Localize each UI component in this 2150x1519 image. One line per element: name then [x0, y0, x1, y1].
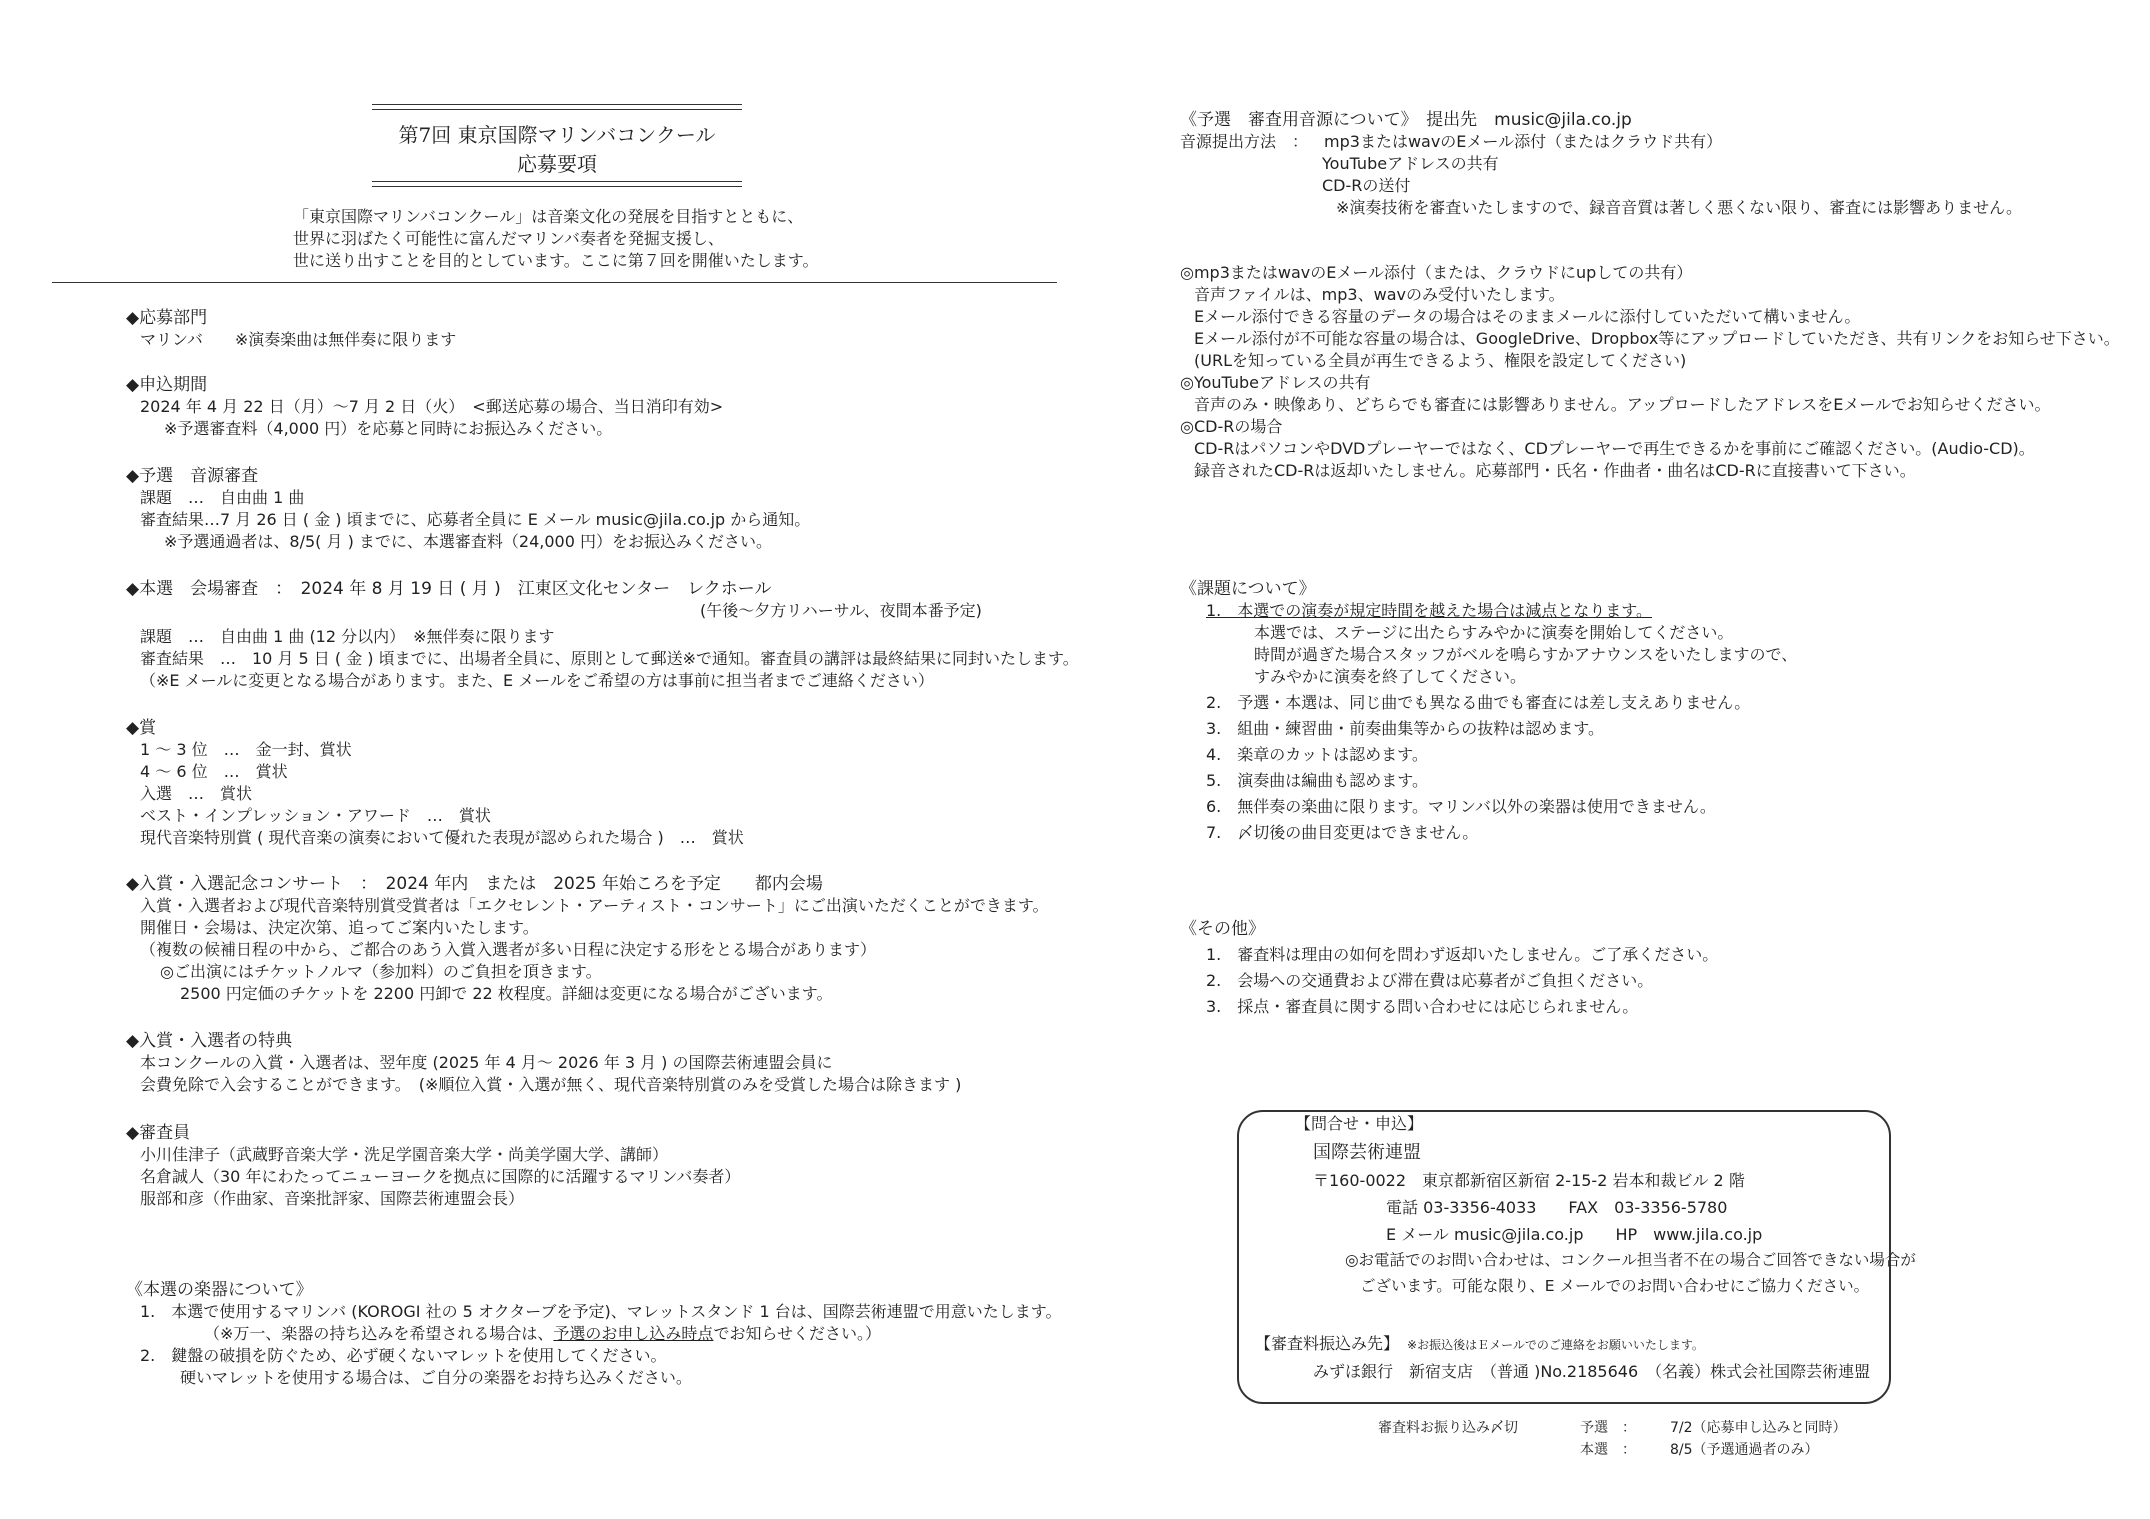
- bank-account: みずほ銀行 新宿支店 （普通 )No.2185646 （名義）株式会社国際芸術連盟: [1313, 1362, 1871, 1381]
- text-line: 審査結果 … 10 月 5 日 ( 金 ) 頃までに、出場者全員に、原則として郵送※で通知。審査員の講評は最終結果に同封いたします。: [140, 649, 1079, 668]
- task-item: [1180, 600, 1797, 622]
- text-line: （複数の候補日程の中から、ご都合のあう入賞入選者が多い日程に決定する形をとる場合があります）: [140, 940, 877, 959]
- section-heading: 《その他》: [1180, 919, 1265, 939]
- section-heading: ◎CD-Rの場合: [1180, 417, 1283, 436]
- section-heading: ◆予選 音源審査: [126, 466, 259, 486]
- deadline-final-label: 本選 ：: [1580, 1442, 1636, 1458]
- section-final: [126, 578, 1079, 692]
- task-item: 3. 組曲・練習曲・前奏曲集等からの抜粋は認めます。: [1206, 719, 1604, 738]
- deadline-final-value: 8/5（予選通過者のみ）: [1670, 1442, 1819, 1458]
- text-line: ※予選通過者は、8/5( 月 ) までに、本選審査料（24,000 円）をお振込みください。: [164, 532, 772, 551]
- text-line: Eメール添付が不可能な容量の場合は、GoogleDrive、Dropbox等にアップロードしていただき、共有リンクをお知らせ下さい。: [1194, 329, 2120, 348]
- underlined-text: 予選のお申し込み時点: [553, 1324, 714, 1343]
- page-title: 第7回 東京国際マリンバコンクール: [398, 123, 716, 147]
- section-heading: ◆応募部門: [126, 308, 208, 328]
- section-category: [126, 307, 456, 351]
- section-judges: [126, 1122, 740, 1210]
- text-line: 課題 … 自由曲 1 曲 (12 分以内） ※無伴奏に限ります: [140, 627, 555, 646]
- deadline-prelim-value: 7/2（応募申し込みと同時）: [1670, 1420, 1847, 1436]
- text-line: 服部和彦（作曲家、音楽批評家、国際芸術連盟会長）: [140, 1189, 525, 1208]
- other-item: 2. 会場への交通費および滞在費は応募者がご負担ください。: [1206, 971, 1654, 990]
- contact-note: ◎お電話でのお問い合わせは、コンクール担当者不在の場合ご回答できない場合が: [1345, 1251, 1916, 1269]
- title-rule-top-2: [372, 109, 742, 110]
- title-rule-top: [372, 104, 742, 105]
- text-line: 本コンクールの入賞・入選者は、翌年度 (2025 年 4 月～ 2026 年 3 月 ) の国際芸術連盟会員に: [140, 1053, 833, 1072]
- text-line: YouTubeアドレスの共有: [1322, 154, 1499, 173]
- text-line: ベスト・インプレッション・アワード … 賞状: [140, 806, 491, 825]
- section-heading: ◆入賞・入選者の特典: [126, 1031, 293, 1051]
- section-prelim: [126, 465, 810, 553]
- text-line: 小川佳津子（武蔵野音楽大学・洗足学園音楽大学・尚美学園大学、講師）: [140, 1145, 669, 1164]
- other-item: 3. 採点・審査員に関する問い合わせには応じられません。: [1206, 997, 1639, 1016]
- divider: [52, 282, 1057, 283]
- text-line: [126, 1323, 1062, 1345]
- text-line: すみやかに演奏を終了してください。: [1254, 667, 1527, 686]
- intro-line: 世界に羽ばたく可能性に富んだマリンバ奏者を発掘支援し、: [293, 229, 724, 248]
- section-heading: ◆賞: [126, 718, 157, 738]
- section-heading: 《本選の楽器について》: [126, 1280, 313, 1300]
- section-mp3: [1180, 262, 2120, 482]
- contact-address: 〒160-0022 東京都新宿区新宿 2-15-2 岩本和裁ビル 2 階: [1313, 1171, 1745, 1190]
- deadline-label: 審査料お振り込み〆切: [1378, 1420, 1518, 1436]
- text-line: ◎ご出演にはチケットノルマ（参加料）のご負担を頂きます。: [160, 962, 602, 981]
- text-line: 審査結果…7 月 26 日 ( 金 ) 頃までに、応募者全員に E メール music@jila.co.jp から通知。: [140, 510, 811, 529]
- intro-line: 世に送り出すことを目的としています。ここに第７回を開催いたします。: [293, 251, 819, 270]
- text-line: [1180, 131, 2022, 153]
- section-tasks: [1180, 578, 1797, 844]
- bank-heading-label: 【審査料振込み先】: [1255, 1334, 1400, 1353]
- section-benefit: [126, 1030, 961, 1096]
- text-line: 1. 本選で使用するマリンバ (KOROGI 社の 5 オクターブを予定)、マレットスタンド 1 台は、国際芸術連盟で用意いたします。: [140, 1302, 1062, 1321]
- text-line: 時間が過ぎた場合スタッフがベルを鳴らすかアナウンスをいたしますので、: [1254, 645, 1798, 664]
- text-line: 会費免除で入会することができます。 (※順位入賞・入選が無く、現代音楽特別賞のみを受賞した場合は除きます ): [140, 1075, 962, 1094]
- text-line: 録音されたCD-Rは返却いたしません。応募部門・氏名・作曲者・曲名はCD-Rに直接書いて下さい。: [1194, 461, 1916, 480]
- task-item: 6. 無伴奏の楽曲に限ります。マリンバ以外の楽器は使用できません。: [1206, 797, 1716, 816]
- section-period: [126, 374, 723, 440]
- text-line: 音声ファイルは、mp3、wavのみ受付いたします。: [1194, 285, 1565, 304]
- section-heading: 《予選 審査用音源について》 提出先 music@jila.co.jp: [1180, 110, 1632, 130]
- section-other: [1180, 918, 1718, 1018]
- task-item: 4. 楽章のカットは認めます。: [1206, 745, 1428, 764]
- text-line: 2024 年 4 月 22 日（月）～7 月 2 日（火） <郵送応募の場合、当日消印有効>: [140, 397, 724, 416]
- contact-heading: 【問合せ・申込】: [1295, 1114, 1424, 1133]
- text-line: 1 ～ 3 位 … 金一封、賞状: [140, 740, 352, 759]
- bank-heading: [1255, 1333, 1704, 1356]
- title-rule-bottom: [372, 181, 742, 182]
- text-line: ※予選審査料（4,000 円）を応募と同時にお振込みください。: [164, 419, 613, 438]
- text-line: (URLを知っている全員が再生できるよう、権限を設定してください): [1194, 351, 1687, 370]
- text-line: 本選では、ステージに出たらすみやかに演奏を開始してください。: [1254, 623, 1734, 642]
- other-item: 1. 審査料は理由の如何を問わず返却いたしません。ご了承ください。: [1206, 945, 1719, 964]
- underlined-text: 1. 本選での演奏が規定時間を越えた場合は減点となります。: [1206, 601, 1652, 620]
- section-heading: ◎mp3またはwavのEメール添付（または、クラウドにupしての共有）: [1180, 263, 1693, 282]
- section-concert: [126, 873, 1049, 1005]
- text-line: 課題 … 自由曲 1 曲: [140, 488, 305, 507]
- text-line: 硬いマレットを使用する場合は、ご自分の楽器をお持ち込みください。: [180, 1368, 692, 1387]
- text-line: CD-Rの送付: [1322, 176, 1411, 195]
- section-heading: ◆本選 会場審査 ： 2024 年 8 月 19 日 ( 月 ) 江東区文化センター レクホール: [126, 579, 772, 599]
- text-line: 2. 鍵盤の破損を防ぐため、必ず硬くないマレットを使用してください。: [140, 1346, 667, 1365]
- text-line: 音声のみ・映像あり、どちらでも審査には影響ありません。アップロードしたアドレスをEメールでお知らせください。: [1194, 395, 2051, 414]
- text-line: Eメール添付できる容量のデータの場合はそのままメールに添付していただいて構いません。: [1194, 307, 1861, 326]
- text-line: マリンバ ※演奏楽曲は無伴奏に限ります: [140, 330, 457, 349]
- contact-note: ございます。可能な限り、E メールでのお問い合わせにご協力ください。: [1360, 1277, 1870, 1295]
- text-line: (午後～夕方リハーサル、夜間本番予定): [700, 601, 982, 620]
- bank-note: ※お振込後はＥメールでのご連絡をお願いいたします。: [1407, 1338, 1704, 1352]
- text-span: 音源提出方法 ：: [1180, 132, 1309, 151]
- text-line: 現代音楽特別賞 ( 現代音楽の演奏において優れた表現が認められた場合 ) … 賞状: [140, 828, 744, 847]
- text-span: でお知らせください。）: [713, 1324, 881, 1343]
- section-prize: [126, 717, 744, 849]
- task-item: 2. 予選・本選は、同じ曲でも異なる曲でも審査には差し支えありません。: [1206, 693, 1751, 712]
- text-line: 入選 … 賞状: [140, 784, 253, 803]
- section-heading: ◆申込期間: [126, 375, 208, 395]
- task-item: 7. 〆切後の曲目変更はできません。: [1206, 823, 1479, 842]
- contact-mail: E メール music@jila.co.jp HP www.jila.co.jp: [1386, 1225, 1763, 1244]
- contact-org: 国際芸術連盟: [1313, 1142, 1421, 1163]
- text-line: 開催日・会場は、決定次第、追ってご案内いたします。: [140, 918, 539, 937]
- section-heading: ◆審査員: [126, 1123, 191, 1143]
- section-instruments: [126, 1279, 1062, 1389]
- section-heading: ◆入賞・入選記念コンサート ： 2024 年内 または 2025 年始ころを予定 都内会場: [126, 874, 823, 894]
- section-heading: ◎YouTubeアドレスの共有: [1180, 373, 1371, 392]
- section-heading: 《課題について》: [1180, 579, 1316, 599]
- text-line: 4 ～ 6 位 … 賞状: [140, 762, 288, 781]
- text-line: ※演奏技術を審査いたしますので、録音音質は著しく悪くない限り、審査には影響ありません。: [1336, 198, 2023, 217]
- contact-tel: 電話 03-3356-4033 FAX 03-3356-5780: [1386, 1198, 1728, 1217]
- page-subtitle: 応募要項: [517, 152, 597, 176]
- text-line: 入賞・入選者および現代音楽特別賞受賞者は「エクセレント・アーティスト・コンサート」にご出演いただくことができます。: [140, 896, 1049, 915]
- title-rule-bottom-2: [372, 186, 742, 187]
- title-block: [372, 100, 742, 180]
- deadline-prelim-label: 予選 ：: [1580, 1420, 1636, 1436]
- intro: [293, 206, 818, 272]
- text-span: （※万一、楽器の持ち込みを希望される場合は、: [204, 1324, 554, 1343]
- text-span: mp3またはwavのEメール添付（またはクラウド共有）: [1324, 132, 1723, 151]
- text-line: CD-RはパソコンやDVDプレーヤーではなく、CDプレーヤーで再生できるかを事前にご確認ください。(Audio-CD)。: [1194, 439, 2035, 458]
- text-line: 2500 円定価のチケットを 2200 円卸で 22 枚程度。詳細は変更になる場合がございます。: [180, 984, 833, 1003]
- section-source: [1180, 109, 2022, 219]
- text-line: （※E メールに変更となる場合があります。また、E メールをご希望の方は事前に担当者までご連絡ください）: [140, 671, 934, 690]
- text-line: 名倉誠人（30 年にわたってニューヨークを拠点に国際的に活躍するマリンバ奏者）: [140, 1167, 741, 1186]
- intro-line: 「東京国際マリンバコンクール」は音楽文化の発展を目指すとともに、: [293, 207, 804, 226]
- task-item: 5. 演奏曲は編曲も認めます。: [1206, 771, 1428, 790]
